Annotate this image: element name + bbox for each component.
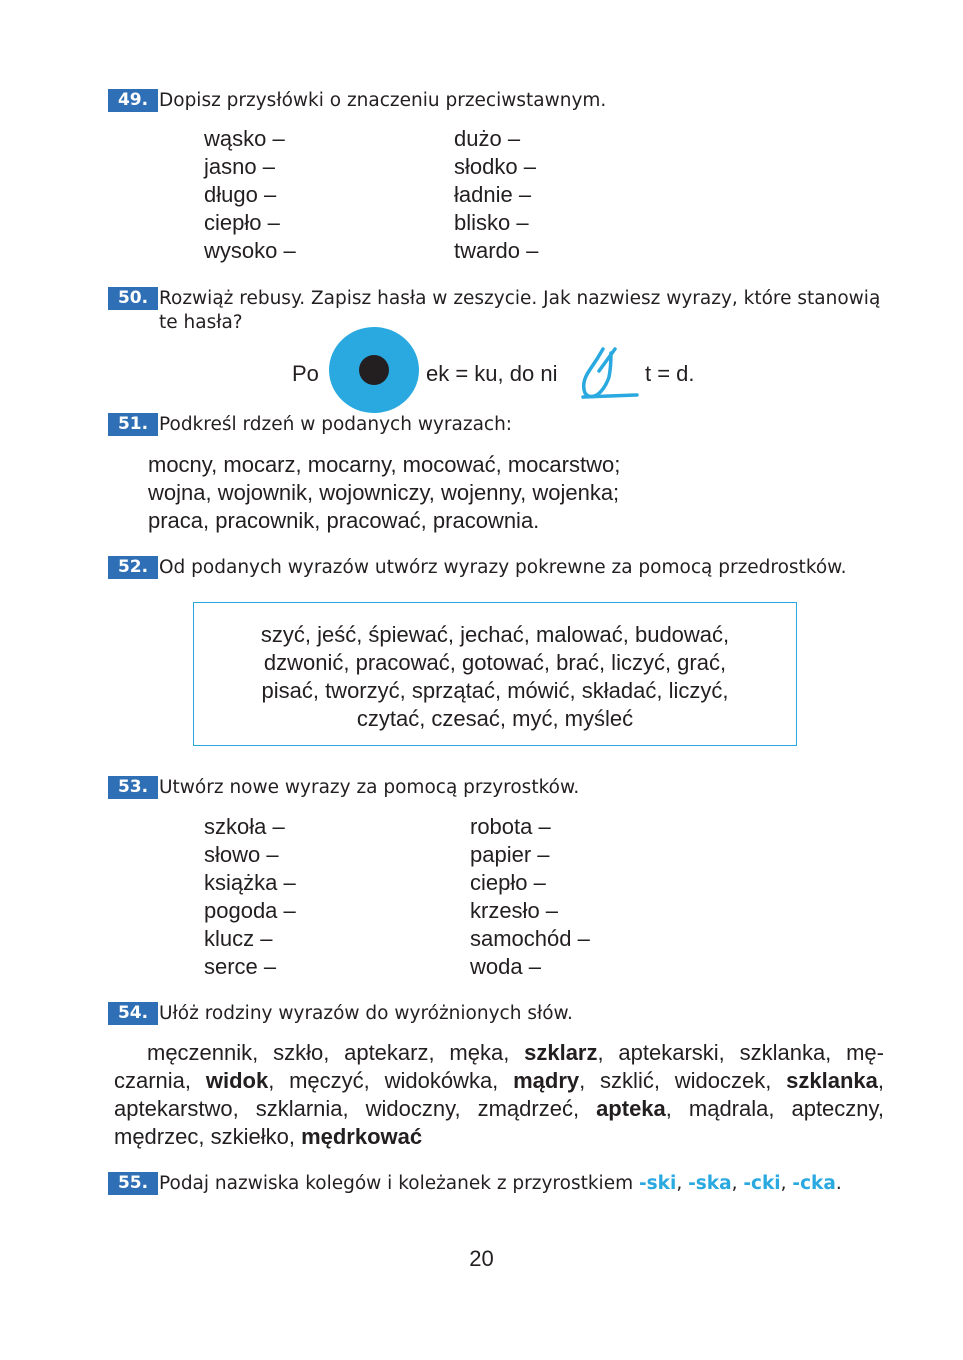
suffix: -cki — [743, 1173, 781, 1194]
word-item: wąsko – — [204, 126, 285, 151]
word-item: serce – — [204, 954, 277, 979]
word-item: robota – — [470, 814, 551, 839]
box-line: szyć, jeść, śpiewać, jechać, malować, budować, — [260, 622, 730, 647]
word-item: słowo – — [204, 842, 279, 867]
word-item: słodko – — [454, 154, 536, 179]
word-item: jasno – — [204, 154, 275, 179]
exercise-instruction: Podkreśl rdzeń w podanych wyrazach: — [159, 414, 513, 435]
word-item: twardo – — [454, 238, 539, 263]
suffix: -ski — [638, 1173, 677, 1194]
word-item: samochód – — [470, 926, 590, 951]
period: . — [835, 1173, 842, 1194]
highlighted-word: widok — [205, 1068, 269, 1093]
exercise-number: 54. — [108, 1002, 158, 1025]
exercise-instruction: Rozwiąż rebusy. Zapisz hasła w zeszycie. Jak nazwiesz wyrazy, które stanowią te hasła? — [159, 288, 881, 333]
box-line: dzwonić, pracować, gotować, brać, liczyć, grać, — [263, 650, 727, 675]
word-item: książka – — [204, 870, 296, 895]
separator: , — [780, 1173, 793, 1194]
eye-icon — [328, 326, 420, 414]
rebus-text-3: t = d. — [645, 361, 695, 386]
exercise-instruction: Utwórz nowe wyrazy za pomocą przyrostków. — [159, 777, 580, 798]
word-item: pogoda – — [204, 898, 296, 923]
highlighted-word: mądry — [513, 1068, 580, 1093]
word-item: wysoko – — [204, 238, 296, 263]
word-item: szkoła – — [204, 814, 285, 839]
ex49-column-left — [204, 125, 296, 265]
word-item: ciepło – — [470, 870, 546, 895]
rebus-text-2: ek = ku, do ni — [426, 361, 558, 386]
word-item: dużo – — [454, 126, 521, 151]
highlighted-word: apteka — [596, 1096, 666, 1121]
highlighted-word: szklanka — [786, 1068, 878, 1093]
word-line: wojna, wojownik, wojowniczy, wojenny, wojenka; — [148, 480, 620, 505]
exercise-number: 55. — [108, 1172, 158, 1195]
box-line: czytać, czesać, myć, myśleć — [356, 706, 634, 731]
instruction-text: Podaj nazwiska kolegów i koleżanek z przyrostkiem — [159, 1173, 639, 1194]
exercise-number: 53. — [108, 776, 158, 799]
word-item: ładnie – — [454, 182, 532, 207]
page-number: 20 — [469, 1246, 494, 1271]
exercise-number: 52. — [108, 556, 158, 579]
exercise-instruction: Od podanych wyrazów utwórz wyrazy pokrewne za pomocą przedrostków. — [159, 557, 847, 578]
suffix: -cka — [792, 1173, 836, 1194]
ex53-column-right — [470, 813, 590, 981]
text-fragment: , mądrala, apteczny, mędrzec, szkiełko, — [114, 1096, 885, 1149]
exercise-number: 49. — [108, 89, 158, 112]
exercise-instruction: Dopisz przysłówki o znaczeniu przeciwstawnym. — [159, 90, 607, 111]
ex51-words — [148, 451, 620, 535]
text-fragment: , aptekarstwo, szklarnia, widoczny, zmądrzeć, — [114, 1068, 884, 1121]
text-fragment: , aptekarski, szklanka, mę-czarnia, — [114, 1040, 884, 1093]
separator: , — [676, 1173, 689, 1194]
word-line: mocny, mocarz, mocarny, mocować, mocarstwo; — [148, 452, 621, 477]
word-item: ciepło – — [204, 210, 280, 235]
word-item: klucz – — [204, 926, 273, 951]
text-fragment: męczennik, szkło, aptekarz, męka, — [147, 1040, 525, 1065]
word-item: krzesło – — [470, 898, 559, 923]
letter-drawing-icon — [575, 345, 641, 403]
exercise-number: 50. — [108, 287, 158, 310]
ex54-paragraph — [114, 1039, 884, 1151]
word-box — [193, 602, 797, 746]
text-fragment: , szklić, widoczek, — [579, 1068, 787, 1093]
exercise-number: 51. — [108, 413, 158, 436]
word-item: długo – — [204, 182, 277, 207]
ex49-column-right — [454, 125, 538, 265]
word-line: praca, pracownik, pracować, pracownia. — [148, 508, 540, 533]
exercise-instruction — [159, 1172, 842, 1196]
exercise-instruction: Ułóż rodziny wyrazów do wyróżnionych słów. — [159, 1003, 573, 1024]
separator: , — [731, 1173, 744, 1194]
ex53-column-left — [204, 813, 296, 981]
text-fragment: , męczyć, widokówka, — [268, 1068, 514, 1093]
word-item: blisko – — [454, 210, 529, 235]
word-item: woda – — [470, 954, 541, 979]
highlighted-word: mędrkować — [301, 1124, 423, 1149]
word-item: papier – — [470, 842, 550, 867]
suffix: -ska — [688, 1173, 732, 1194]
rebus-text-1: Po — [292, 361, 319, 386]
highlighted-word: szklarz — [524, 1040, 598, 1065]
box-line: pisać, tworzyć, sprzątać, mówić, składać, liczyć, — [261, 678, 729, 703]
